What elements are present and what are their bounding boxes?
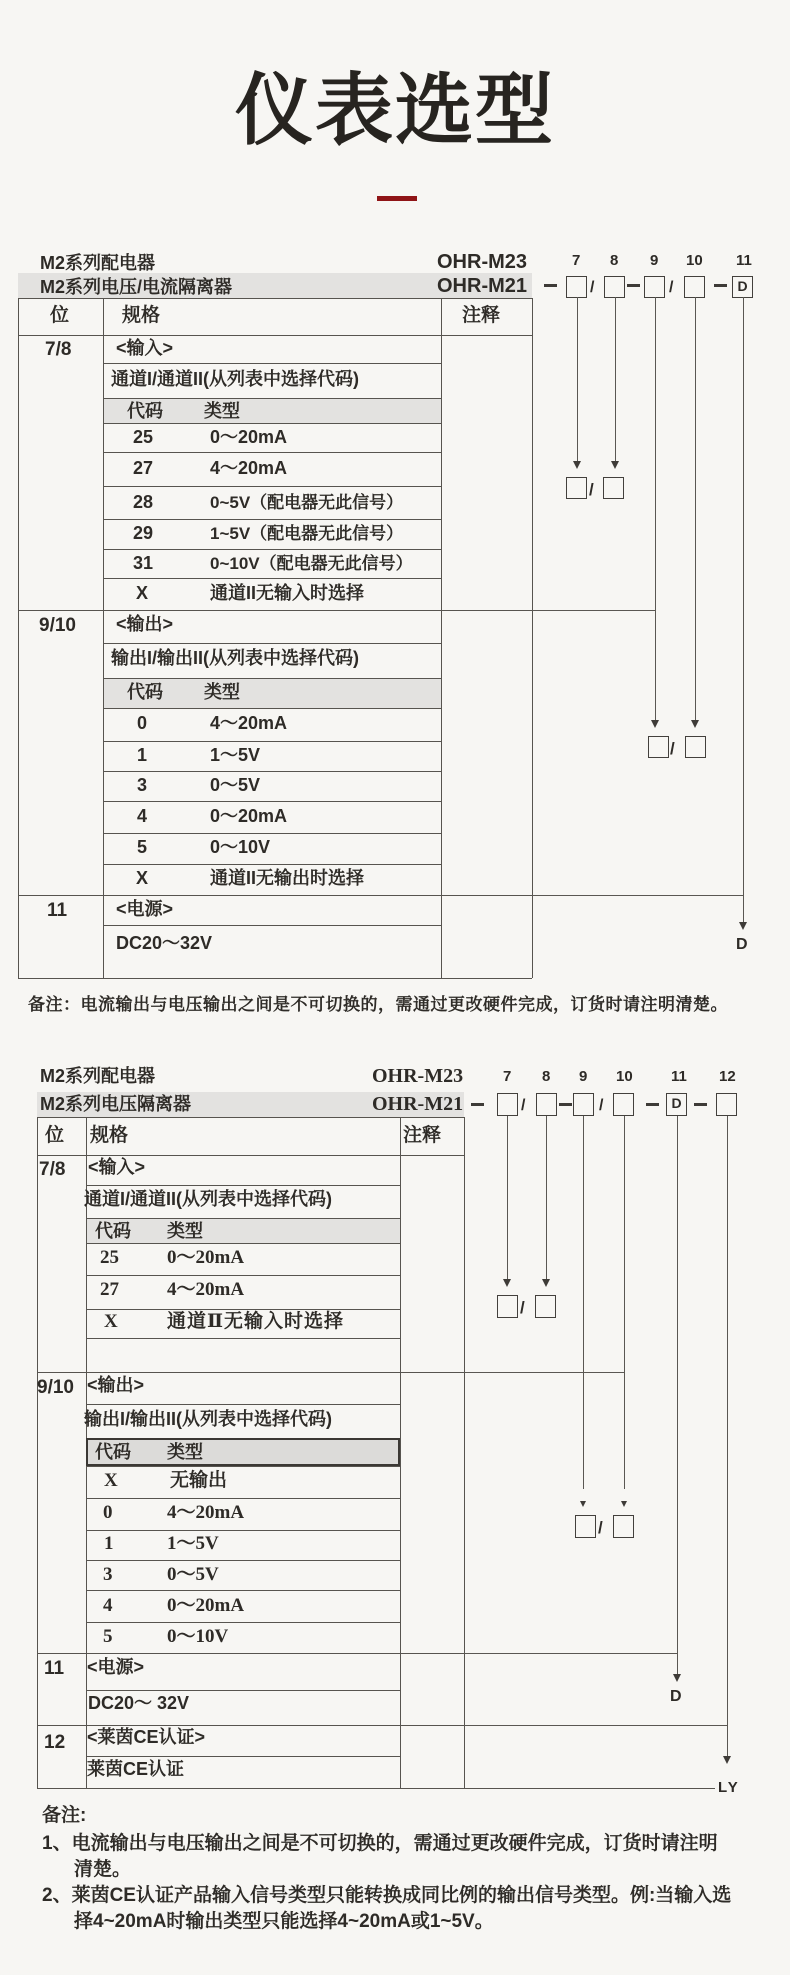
table2-digit-7: 7 bbox=[503, 1068, 512, 1085]
arrowhead bbox=[651, 720, 659, 728]
dash-separator bbox=[559, 1103, 572, 1106]
arrowhead bbox=[723, 1756, 731, 1764]
border-line bbox=[400, 1117, 401, 1788]
leader-line bbox=[577, 297, 578, 463]
code-box-8 bbox=[536, 1093, 557, 1116]
selector-box bbox=[603, 477, 624, 499]
table-row-code: 31 bbox=[133, 553, 154, 573]
table2-header-note: 注释 bbox=[403, 1125, 442, 1146]
table2-digit-12: 12 bbox=[719, 1068, 736, 1085]
leader-line bbox=[464, 1725, 727, 1726]
table2-product-name-1: M2系列配电器 bbox=[40, 1066, 156, 1086]
border-line bbox=[18, 978, 532, 979]
border-line bbox=[18, 298, 19, 978]
table2-input-col-code: 代码 bbox=[95, 1221, 131, 1241]
code-box-9 bbox=[573, 1093, 594, 1116]
table-row-code: 5 bbox=[137, 837, 148, 857]
selector-box bbox=[575, 1515, 596, 1538]
code-box-7 bbox=[566, 276, 587, 298]
border-line bbox=[86, 1185, 400, 1186]
table-row-code: 5 bbox=[103, 1626, 113, 1647]
table-row-type: 0〜5V bbox=[210, 775, 261, 795]
code-box-7 bbox=[497, 1093, 518, 1116]
border-line bbox=[86, 1243, 400, 1244]
border-line bbox=[532, 298, 533, 978]
table1-output-subtitle: 输出I/输出II(从列表中选择代码) bbox=[111, 648, 359, 668]
table1-product-name-1: M2系列配电器 bbox=[40, 253, 156, 273]
table1-digit-7: 7 bbox=[572, 252, 581, 269]
table-row-type: 0~10V（配电器无此信号） bbox=[210, 554, 413, 573]
leader-line bbox=[532, 610, 655, 611]
border-line bbox=[103, 801, 441, 802]
border-line bbox=[37, 1117, 38, 1788]
slash: / bbox=[589, 480, 594, 499]
table-row-type: 0～20mA bbox=[167, 1595, 245, 1616]
table-row-type: 0~5V（配电器无此信号） bbox=[210, 493, 404, 512]
border-line bbox=[86, 1690, 400, 1691]
arrowhead bbox=[542, 1279, 550, 1287]
table1-output-col-type: 类型 bbox=[204, 682, 240, 702]
leader-line bbox=[464, 1653, 677, 1654]
table-row-code: X bbox=[136, 868, 149, 888]
table2-power-pos: 11 bbox=[44, 1658, 65, 1679]
border-line bbox=[86, 1590, 400, 1591]
arrowhead bbox=[580, 1501, 586, 1507]
table2-digit-11: 11 bbox=[671, 1068, 687, 1085]
table1-digit-10: 10 bbox=[686, 252, 703, 269]
table2-header-spec: 规格 bbox=[90, 1125, 129, 1146]
border-line bbox=[103, 486, 441, 487]
dash-separator bbox=[544, 284, 557, 287]
table-row-code: X bbox=[136, 583, 149, 603]
note-item-2: 2、莱茵CE认证产品输入信号类型只能转换成同比例的输出信号类型。例:当输入选择4~20mA时输出类型只能选择4~20mA或1~5V。 bbox=[42, 1885, 732, 1932]
table1-note: 备注：电流输出与电压输出之间是不可切换的，需通过更改硬件完成，订货时请注明清楚。 bbox=[28, 995, 728, 1014]
border-line bbox=[103, 925, 441, 926]
border-line bbox=[18, 610, 532, 611]
table1-model-1: OHR-M23 bbox=[437, 251, 528, 273]
slash: / bbox=[669, 279, 674, 296]
code-box-11-d: D bbox=[666, 1093, 687, 1116]
table-row-type: 通道II无输入时选择 bbox=[210, 583, 365, 603]
arrowhead bbox=[573, 461, 581, 469]
dash-separator bbox=[694, 1103, 707, 1106]
border-line bbox=[18, 298, 532, 299]
table-row-code: 25 bbox=[100, 1247, 119, 1268]
leader-line bbox=[743, 297, 744, 923]
table-row-code: 0 bbox=[103, 1502, 113, 1523]
border-line bbox=[18, 335, 532, 336]
table2-product-name-2: M2系列电压隔离器 bbox=[40, 1094, 192, 1114]
code-box-8 bbox=[604, 276, 625, 298]
table-row-code: 1 bbox=[137, 745, 148, 765]
border-line bbox=[464, 1117, 465, 1788]
table-row-type: 0～5V bbox=[167, 1564, 219, 1585]
border-line bbox=[37, 1155, 464, 1156]
table-row-code: 27 bbox=[100, 1279, 119, 1300]
slash: / bbox=[590, 279, 595, 296]
table2-power-title: <电源> bbox=[87, 1657, 145, 1677]
border-line bbox=[86, 1622, 400, 1623]
border-line bbox=[37, 1653, 464, 1654]
arrowhead bbox=[503, 1279, 511, 1287]
table2-digit-10: 10 bbox=[616, 1068, 633, 1085]
code-box-11-d: D bbox=[732, 276, 753, 298]
table-row-code: 28 bbox=[133, 492, 154, 512]
table1-digit-11: 11 bbox=[736, 252, 752, 269]
table2-digit-8: 8 bbox=[542, 1068, 551, 1085]
arrowhead bbox=[621, 1501, 627, 1507]
table1-header-note: 注释 bbox=[462, 305, 501, 326]
table-row-code: 0 bbox=[137, 713, 148, 733]
table2-model-1: OHR-M23 bbox=[372, 1065, 464, 1087]
table-row-type: 0〜20mA bbox=[210, 427, 288, 447]
table1-model-2: OHR-M21 bbox=[437, 275, 528, 297]
table-row-type: 通道II无输出时选择 bbox=[210, 868, 365, 888]
table-row-code: 29 bbox=[133, 523, 154, 543]
code-box-12 bbox=[716, 1093, 737, 1116]
table1-power-pos: 11 bbox=[47, 900, 68, 921]
leader-line bbox=[727, 1116, 728, 1758]
leader-line bbox=[546, 1116, 547, 1280]
table2-ly-label: LY bbox=[718, 1779, 740, 1796]
table-row-code: 3 bbox=[103, 1564, 113, 1585]
border-line bbox=[86, 1560, 400, 1561]
table-row-code: X bbox=[104, 1470, 118, 1491]
table-row-code: 4 bbox=[137, 806, 148, 826]
table1-input-col-type: 类型 bbox=[204, 401, 240, 421]
table2-power-value: DC20～ 32V bbox=[88, 1693, 190, 1713]
border-line bbox=[86, 1275, 400, 1276]
table2-d-label: D bbox=[670, 1688, 682, 1705]
table-row-type: 4～20mA bbox=[167, 1279, 245, 1300]
code-box-10 bbox=[684, 276, 705, 298]
selector-box bbox=[613, 1515, 634, 1538]
border-line bbox=[103, 741, 441, 742]
table1-input-pos: 7/8 bbox=[45, 339, 72, 360]
table2-output-col-code: 代码 bbox=[95, 1442, 131, 1462]
table1-input-col-code: 代码 bbox=[127, 401, 163, 421]
leader-line bbox=[583, 1116, 584, 1489]
dash-separator bbox=[646, 1103, 659, 1106]
table2-input-title: <输入> bbox=[88, 1157, 146, 1177]
table2-digit-9: 9 bbox=[579, 1068, 588, 1085]
table1-output-pos: 9/10 bbox=[39, 615, 76, 636]
table-row-type: 无输出 bbox=[170, 1470, 228, 1491]
note-item-1: 1、电流输出与电压输出之间是不可切换的，需通过更改硬件完成，订货时请注明清楚。 bbox=[42, 1833, 718, 1880]
slash: / bbox=[599, 1097, 604, 1114]
border-line bbox=[86, 1498, 400, 1499]
notes-label: 备注: bbox=[42, 1805, 87, 1826]
selector-box bbox=[648, 736, 669, 758]
table2-input-subtitle: 通道I/通道II(从列表中选择代码) bbox=[84, 1189, 332, 1209]
table1-output-col-code: 代码 bbox=[127, 682, 163, 702]
table-row-type: 1〜5V bbox=[210, 745, 261, 765]
border-line bbox=[86, 1530, 400, 1531]
code-box-10 bbox=[613, 1093, 634, 1116]
table2-header-pos: 位 bbox=[45, 1125, 65, 1146]
slash: / bbox=[521, 1097, 526, 1114]
table1-product-name-2: M2系列电压/电流隔离器 bbox=[40, 277, 233, 297]
border-line bbox=[18, 895, 532, 896]
table-row-type: 4～20mA bbox=[167, 1502, 245, 1523]
selector-box bbox=[497, 1295, 518, 1318]
border-line bbox=[103, 452, 441, 453]
border-line bbox=[103, 771, 441, 772]
border-line bbox=[103, 643, 441, 644]
leader-line bbox=[615, 297, 616, 463]
table1-input-title: <输入> bbox=[116, 338, 174, 358]
table-row-code: X bbox=[104, 1311, 118, 1332]
leader-line bbox=[464, 1372, 624, 1373]
table-row-code: 1 bbox=[104, 1533, 114, 1554]
leader-line bbox=[695, 297, 696, 721]
border-line bbox=[37, 1788, 715, 1789]
table2-input-pos: 7/8 bbox=[39, 1159, 66, 1180]
border-line bbox=[37, 1117, 464, 1118]
table2-output-title: <输出> bbox=[87, 1375, 145, 1395]
table-row-code: 3 bbox=[137, 775, 148, 795]
arrowhead bbox=[673, 1674, 681, 1682]
slash: / bbox=[520, 1298, 525, 1317]
border-line bbox=[86, 1404, 400, 1405]
border-line bbox=[103, 708, 441, 709]
border-line bbox=[103, 864, 441, 865]
border-line bbox=[103, 833, 441, 834]
border-line bbox=[103, 519, 441, 520]
leader-line bbox=[677, 1116, 678, 1676]
border-line bbox=[103, 423, 441, 424]
table1-power-value: DC20〜32V bbox=[116, 933, 213, 953]
page-title: 仪表选型 bbox=[234, 66, 555, 154]
border-line bbox=[103, 549, 441, 550]
selector-box bbox=[566, 477, 587, 499]
table1-d-label: D bbox=[736, 936, 748, 953]
dash-separator bbox=[627, 284, 640, 287]
border-line bbox=[86, 1338, 400, 1339]
leader-line bbox=[532, 895, 743, 896]
table-row-type: 0～20mA bbox=[167, 1247, 245, 1268]
table1-header-spec: 规格 bbox=[122, 305, 161, 326]
border-line bbox=[86, 1309, 400, 1310]
table-row-code: 25 bbox=[133, 427, 154, 447]
leader-line bbox=[507, 1116, 508, 1280]
table1-header-pos: 位 bbox=[50, 305, 70, 326]
dash-separator bbox=[714, 284, 727, 287]
table2-output-subtitle: 输出I/输出II(从列表中选择代码) bbox=[84, 1409, 332, 1429]
table1-digit-9: 9 bbox=[650, 252, 659, 269]
table2-input-col-type: 类型 bbox=[167, 1221, 203, 1241]
table-row-type: 0〜20mA bbox=[210, 806, 288, 826]
table-row-type: 0～10V bbox=[167, 1626, 229, 1647]
border-line bbox=[441, 298, 442, 978]
table-row-code: 27 bbox=[133, 458, 154, 478]
table1-output-title: <输出> bbox=[116, 614, 174, 634]
border-line bbox=[37, 1725, 464, 1726]
slash: / bbox=[598, 1518, 603, 1537]
border-line bbox=[103, 578, 441, 579]
border-line bbox=[86, 1466, 400, 1467]
selector-box bbox=[535, 1295, 556, 1318]
table-row-type: 1～5V bbox=[167, 1533, 219, 1554]
table-row-code: 4 bbox=[103, 1595, 113, 1616]
arrowhead bbox=[611, 461, 619, 469]
subheader-band bbox=[87, 1219, 400, 1243]
subheader-band bbox=[86, 1438, 400, 1466]
table2-output-col-type: 类型 bbox=[167, 1442, 203, 1462]
slash: / bbox=[670, 739, 675, 758]
table2-output-pos: 9/10 bbox=[37, 1377, 74, 1398]
table-row-type: 通道Ⅱ无输入时选择 bbox=[167, 1311, 345, 1332]
leader-line bbox=[624, 1116, 625, 1489]
table2-ce-title: <莱茵CE认证> bbox=[87, 1727, 206, 1747]
arrowhead bbox=[739, 922, 747, 930]
table-row-type: 4〜20mA bbox=[210, 458, 288, 478]
selector-box bbox=[685, 736, 706, 758]
code-box-9 bbox=[644, 276, 665, 298]
table-row-type: 4〜20mA bbox=[210, 713, 288, 733]
table1-input-subtitle: 通道I/通道II(从列表中选择代码) bbox=[111, 369, 359, 389]
border-line bbox=[37, 1372, 464, 1373]
table2-model-2: OHR-M21 bbox=[372, 1093, 464, 1115]
border-line bbox=[86, 1756, 400, 1757]
table1-digit-8: 8 bbox=[610, 252, 619, 269]
table-row-type: 0〜10V bbox=[210, 837, 271, 857]
border-line bbox=[103, 363, 441, 364]
leader-line bbox=[655, 297, 656, 721]
arrowhead bbox=[691, 720, 699, 728]
table2-ce-pos: 12 bbox=[44, 1732, 66, 1753]
dash-separator bbox=[471, 1103, 484, 1106]
table1-power-title: <电源> bbox=[116, 899, 174, 919]
table-row-type: 1~5V（配电器无此信号） bbox=[210, 524, 404, 543]
table2-ce-value: 莱茵CE认证 bbox=[87, 1759, 185, 1779]
title-accent-dash bbox=[377, 196, 417, 201]
